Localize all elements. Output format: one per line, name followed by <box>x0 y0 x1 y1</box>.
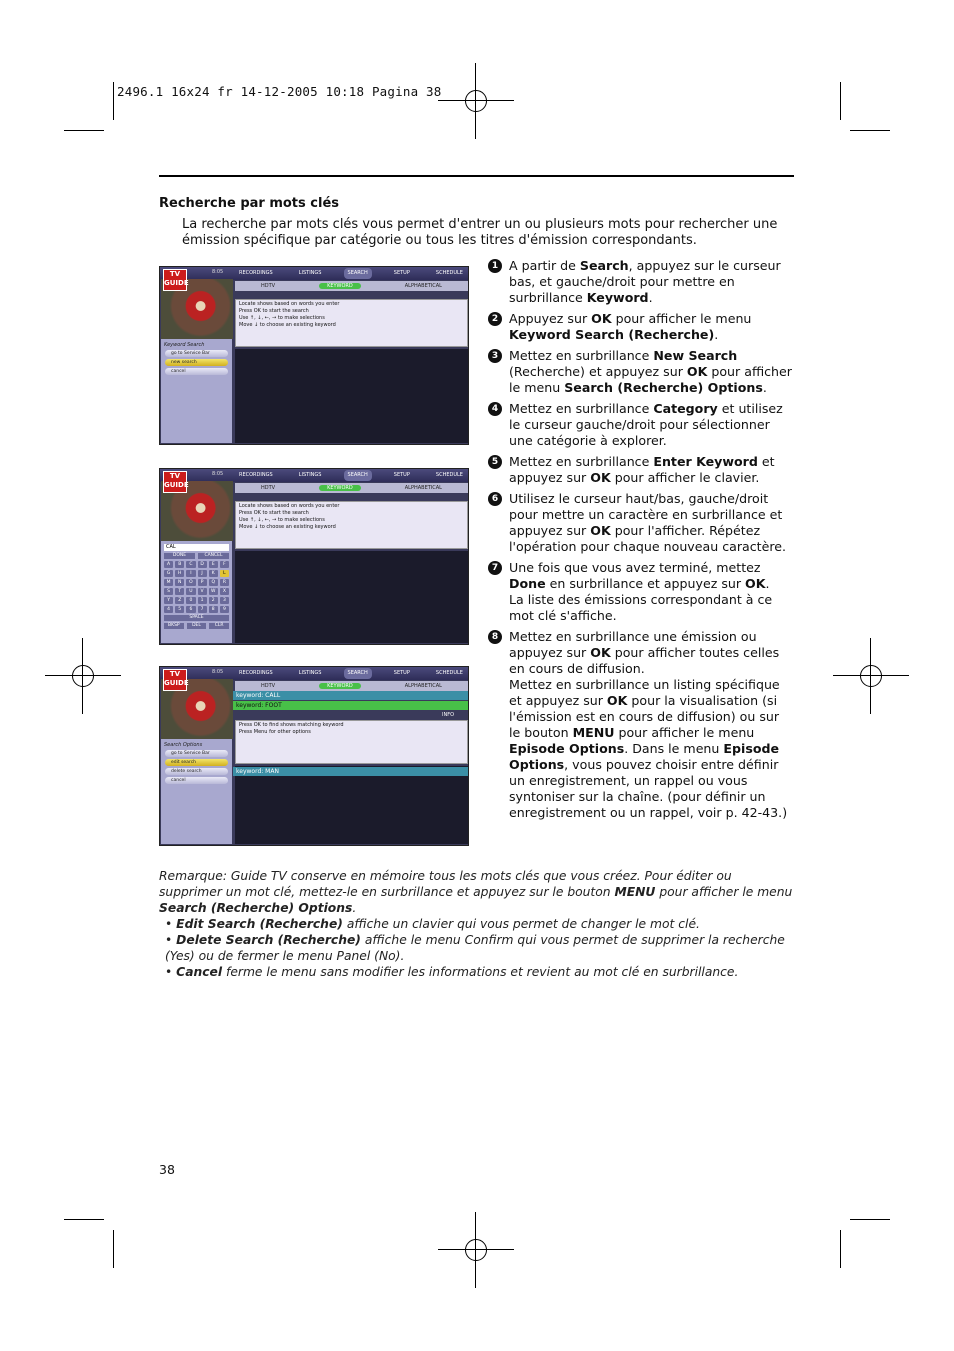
search-subtabs <box>235 281 468 291</box>
section-title: Recherche par mots clés <box>159 196 340 211</box>
help-panel <box>235 720 468 764</box>
key-w[interactable]: W <box>209 588 218 595</box>
step-number-icon: 4 <box>488 402 502 416</box>
crop-mark <box>113 1230 114 1268</box>
key-a[interactable]: A <box>164 561 173 568</box>
key-b[interactable]: B <box>175 561 184 568</box>
menu-item-service-bar[interactable]: go to Service Bar <box>165 350 228 357</box>
listing-area <box>235 766 468 844</box>
tab-setup[interactable]: SETUP <box>393 472 410 478</box>
screenshot-keyboard <box>159 468 469 645</box>
step-8: 8 Mettez en surbrillance une émission ou appuyez sur OK pour afficher toutes celles en cours de diffusion. Mettez en surbrillance un listing spécifique et appuyez sur OK pour la visualisation (si l'émission est en cours de diffusion) ou sur le bouton MENU pour afficher le menu Episode Options. Dans le menu Episode Options, vous pouvez choisir entre définir un enregistrement, un rappel ou vous syntoniser sur la chaîne. (pour définir un enregistrement ou un rappel, voir p. 42-43.) <box>488 629 794 821</box>
menu-item-delete-search[interactable]: delete search <box>165 768 228 775</box>
key-1[interactable]: 1 <box>198 597 207 604</box>
key-r[interactable]: R <box>220 579 229 586</box>
subtab-hdtv[interactable]: HDTV <box>260 485 276 491</box>
crop-mark <box>64 1219 104 1220</box>
step-number-icon: 8 <box>488 630 502 644</box>
print-header: 2496.1 16x24 fr 14-12-2005 10:18 Pagina 38 <box>117 84 442 99</box>
menu-title: Search Options <box>164 742 203 748</box>
crop-mark <box>113 82 114 120</box>
delete-key[interactable]: DEL <box>187 623 207 629</box>
crop-mark <box>64 130 104 131</box>
side-panel <box>161 739 232 844</box>
subtab-hdtv[interactable]: HDTV <box>260 283 276 289</box>
key-9[interactable]: 9 <box>220 606 229 613</box>
listing-area <box>235 349 468 443</box>
cancel-button[interactable]: CANCEL <box>198 553 229 559</box>
search-subtabs <box>235 483 468 493</box>
tab-listings[interactable]: LISTINGS <box>298 472 322 478</box>
tab-listings[interactable]: LISTINGS <box>298 270 322 276</box>
key-v[interactable]: V <box>198 588 207 595</box>
search-subtabs <box>235 681 468 691</box>
key-t[interactable]: T <box>175 588 184 595</box>
help-panel <box>235 299 468 347</box>
note-intro: Remarque: Guide TV conserve en mémoire tous les mots clés que vous créez. Pour éditer ou supprimer un mot clé, mettez-le en surbrillance et appuyez sur le bouton MENU pour afficher le menu Search (Recherche) Options. <box>159 869 793 915</box>
clock: 8:05 <box>212 269 224 275</box>
menu-item-service-bar[interactable]: go to Service Bar <box>165 750 228 757</box>
note-bullet: • Delete Search (Recherche) affiche le menu Confirm qui vous permet de supprimer la recherche (Yes) ou de fermer le menu Panel (No). <box>165 933 785 963</box>
note-bullets <box>159 916 794 980</box>
step-number-icon: 1 <box>488 259 502 273</box>
subtab-alphabetical[interactable]: ALPHABETICAL <box>404 283 442 289</box>
key-e[interactable]: E <box>209 561 218 568</box>
keyword-input[interactable]: CAL <box>164 544 229 551</box>
main-tabs <box>235 268 467 279</box>
key-6[interactable]: 6 <box>186 606 195 613</box>
key-o[interactable]: O <box>186 579 195 586</box>
step-3: 3 Mettez en surbrillance New Search (Recherche) et appuyez sur OK pour afficher le menu Search (Recherche) Options. <box>488 348 794 396</box>
tab-setup[interactable]: SETUP <box>393 270 410 276</box>
main-tabs <box>235 668 467 679</box>
help-line: Press Menu for other options <box>239 729 311 735</box>
crop-mark <box>850 1219 890 1220</box>
key-k[interactable]: K <box>209 570 218 577</box>
key-5[interactable]: 5 <box>175 606 184 613</box>
step-5: 5 Mettez en surbrillance Enter Keyword et appuyez sur OK pour afficher le clavier. <box>488 454 794 486</box>
tv-guide-logo: TV GUIDE <box>163 269 187 291</box>
key-g[interactable]: G <box>164 570 173 577</box>
tab-schedule[interactable]: SCHEDULE <box>435 472 463 478</box>
help-panel <box>235 501 468 549</box>
step-number-icon: 3 <box>488 349 502 363</box>
listing-area <box>235 551 468 643</box>
key-n[interactable]: N <box>175 579 184 586</box>
step-number-icon: 7 <box>488 561 502 575</box>
tv-guide-logo: TV GUIDE <box>163 471 187 493</box>
subtab-hdtv[interactable]: HDTV <box>260 683 276 689</box>
keyboard-grid <box>164 561 229 613</box>
key-7[interactable]: 7 <box>198 606 207 613</box>
key-f[interactable]: F <box>220 561 229 568</box>
done-button[interactable]: DONE <box>164 553 195 559</box>
tab-search[interactable]: SEARCH <box>344 268 372 279</box>
main-tabs <box>235 470 467 481</box>
tab-schedule[interactable]: SCHEDULE <box>435 670 463 676</box>
help-line: Locate shows based on words you enter <box>239 503 340 509</box>
step-6: 6 Utilisez le curseur haut/bas, gauche/droit pour mettre un caractère en surbrillance et appuyez sur OK pour l'afficher. Répétez l'opération pour chaque nouveau caractère. <box>488 491 794 555</box>
registration-mark <box>438 63 514 139</box>
key-c[interactable]: C <box>186 561 195 568</box>
key-u[interactable]: U <box>186 588 195 595</box>
registration-mark <box>438 1212 514 1288</box>
crop-mark <box>840 82 841 120</box>
crop-mark <box>840 1230 841 1268</box>
registration-mark <box>833 638 909 714</box>
note-bullet: • Edit Search (Recherche) affiche un clavier qui vous permet de changer le mot clé. <box>165 917 700 931</box>
subtab-keyword[interactable]: KEYWORD <box>319 683 361 689</box>
step-number-icon: 2 <box>488 312 502 326</box>
subtab-alphabetical[interactable]: ALPHABETICAL <box>404 683 442 689</box>
page-number: 38 <box>159 1162 175 1177</box>
clock: 8:05 <box>212 471 224 477</box>
key-y[interactable]: Y <box>164 597 173 604</box>
menu-item-edit-search[interactable]: edit search <box>165 759 228 766</box>
tab-schedule[interactable]: SCHEDULE <box>435 270 463 276</box>
key-8[interactable]: 8 <box>209 606 218 613</box>
key-m[interactable]: M <box>164 579 173 586</box>
keyword-row-selected[interactable]: keyword: FOOT <box>233 701 468 710</box>
step-number-icon: 6 <box>488 492 502 506</box>
menu-title: Keyword Search <box>164 342 205 348</box>
key-0[interactable]: 0 <box>186 597 195 604</box>
keyword-row[interactable]: keyword: MAN <box>233 767 468 776</box>
menu-item-new-search[interactable]: new search <box>165 359 228 366</box>
side-panel <box>161 339 232 443</box>
steps-list <box>488 258 794 826</box>
space-key[interactable]: SPACE <box>164 615 229 621</box>
help-line: Press OK to start the search <box>239 510 309 516</box>
screenshot-keyword-search <box>159 266 469 445</box>
help-line: Use ↑, ↓, ←, → to make selections <box>239 315 325 321</box>
key-2[interactable]: 2 <box>209 597 218 604</box>
crop-mark <box>850 130 890 131</box>
tab-setup[interactable]: SETUP <box>393 670 410 676</box>
key-q[interactable]: Q <box>209 579 218 586</box>
info-badge: INFO <box>442 712 455 718</box>
clear-key[interactable]: CLR <box>209 623 229 629</box>
tab-recordings[interactable]: RECORDINGS <box>239 472 273 478</box>
key-x[interactable]: X <box>220 588 229 595</box>
subtab-keyword[interactable]: KEYWORD <box>319 485 361 491</box>
note-bullet: • Cancel ferme le menu sans modifier les informations et revient au mot clé en surbrillance. <box>165 965 739 979</box>
help-line: Press OK to find shows matching keyword <box>239 722 344 728</box>
keyword-row[interactable]: keyword: CALL <box>233 691 468 700</box>
tab-recordings[interactable]: RECORDINGS <box>239 670 273 676</box>
step-2: 2 Appuyez sur OK pour afficher le menu Keyword Search (Recherche). <box>488 311 794 343</box>
key-h[interactable]: H <box>175 570 184 577</box>
note-block <box>159 868 794 980</box>
clock: 8:05 <box>212 669 224 675</box>
key-3[interactable]: 3 <box>220 597 229 604</box>
registration-mark <box>45 638 121 714</box>
key-s[interactable]: S <box>164 588 173 595</box>
help-line: Press OK to start the search <box>239 308 309 314</box>
step-number-icon: 5 <box>488 455 502 469</box>
help-line: Move ↓ to choose an existing keyword <box>239 322 336 328</box>
help-line: Locate shows based on words you enter <box>239 301 340 307</box>
subtab-keyword[interactable]: KEYWORD <box>319 283 361 289</box>
key-4[interactable]: 4 <box>164 606 173 613</box>
help-line: Use ↑, ↓, ←, → to make selections <box>239 517 325 523</box>
key-z[interactable]: Z <box>175 597 184 604</box>
step-7: 7 Une fois que vous avez terminé, mettez Done en surbrillance et appuyez sur OK. La liste des émissions correspondant à ce mot clé s'affiche. <box>488 560 794 624</box>
header-rule <box>159 175 794 177</box>
step-1: 1 A partir de Search, appuyez sur le curseur bas, et gauche/droit pour mettre en surbrillance Keyword. <box>488 258 794 306</box>
menu-item-cancel[interactable]: cancel <box>165 368 228 375</box>
tab-search[interactable]: SEARCH <box>344 668 372 679</box>
backspace-key[interactable]: BKSP <box>164 623 184 629</box>
tab-recordings[interactable]: RECORDINGS <box>239 270 273 276</box>
key-d[interactable]: D <box>198 561 207 568</box>
screenshot-search-options <box>159 666 469 846</box>
help-line: Move ↓ to choose an existing keyword <box>239 524 336 530</box>
menu-item-cancel[interactable]: cancel <box>165 777 228 784</box>
key-p[interactable]: P <box>198 579 207 586</box>
key-j[interactable]: J <box>198 570 207 577</box>
tv-guide-logo: TV GUIDE <box>163 669 187 691</box>
keyboard-panel <box>161 541 232 643</box>
step-4: 4 Mettez en surbrillance Category et utilisez le curseur gauche/droit pour sélectionner une catégorie à explorer. <box>488 401 794 449</box>
subtab-alphabetical[interactable]: ALPHABETICAL <box>404 485 442 491</box>
intro-paragraph: La recherche par mots clés vous permet d'entrer un ou plusieurs mots pour rechercher une émission spécifique par catégorie ou tous les titres d'émission correspondants. <box>182 217 778 248</box>
tab-listings[interactable]: LISTINGS <box>298 670 322 676</box>
tab-search[interactable]: SEARCH <box>344 470 372 481</box>
key-l[interactable]: L <box>220 570 229 577</box>
key-i[interactable]: I <box>186 570 195 577</box>
